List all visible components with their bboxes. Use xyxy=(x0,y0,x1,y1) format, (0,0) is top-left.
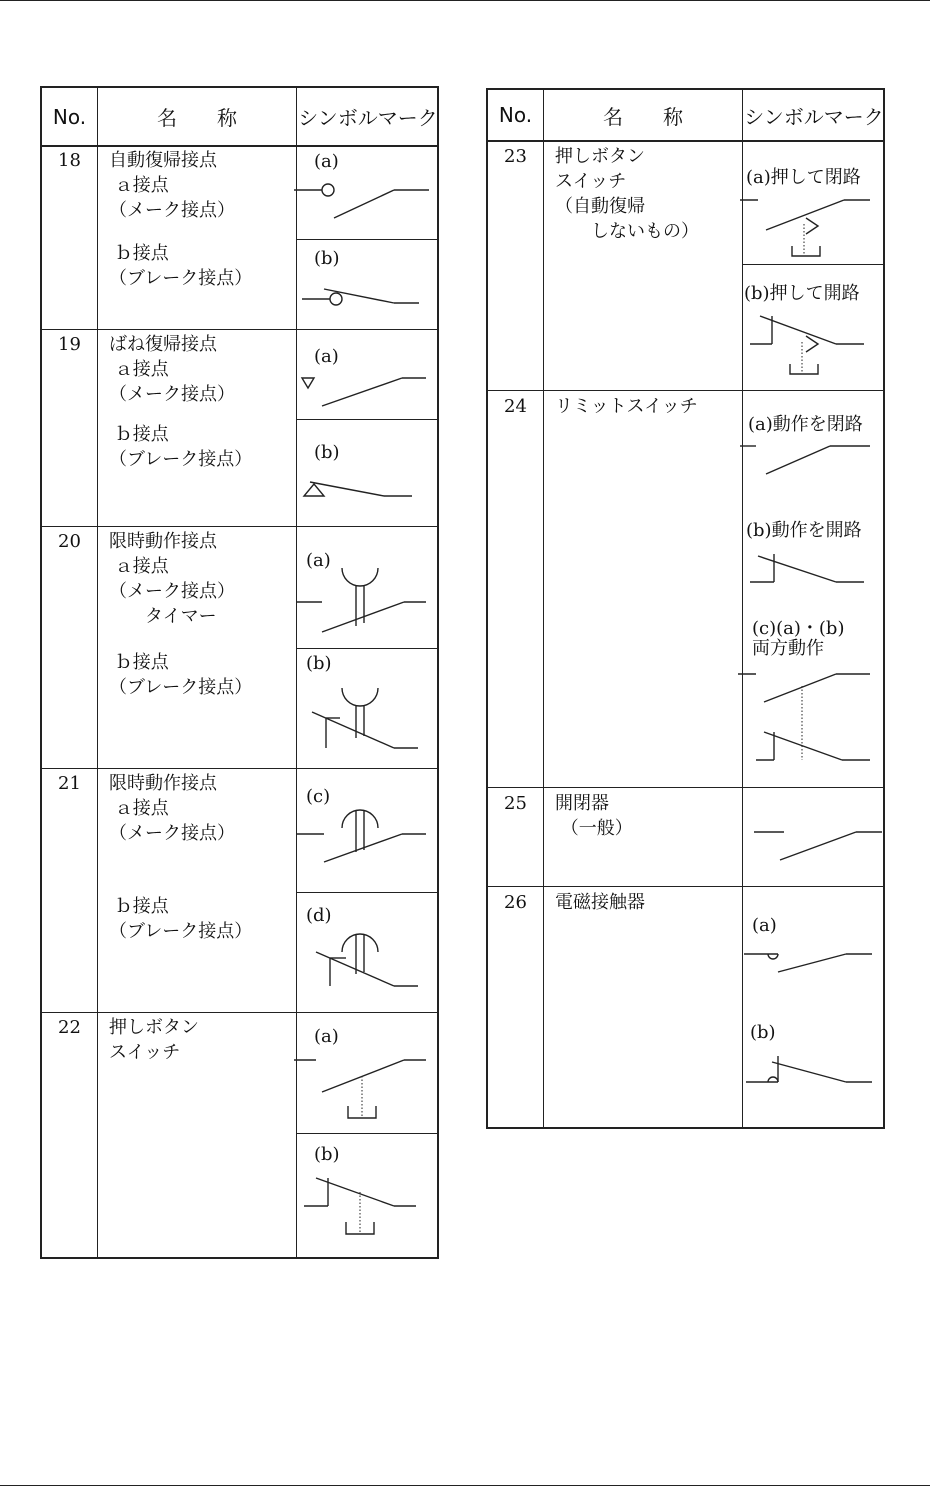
row-number: 22 xyxy=(58,1017,81,1038)
sym-divider xyxy=(296,419,437,420)
pushbutton-latch-make-symbol xyxy=(740,194,885,262)
time-delay-break-d-symbol xyxy=(294,928,439,993)
name-line: ａ接点 xyxy=(114,359,169,380)
row-name-b xyxy=(109,650,252,700)
header-name: 名 称 xyxy=(603,104,683,129)
name-line: （自動復帰 xyxy=(555,196,645,217)
symbol-label: (a) xyxy=(752,915,777,936)
row-divider xyxy=(488,390,883,391)
left-symbol-table xyxy=(40,86,439,1259)
name-line: スイッチ xyxy=(555,171,627,192)
row-name xyxy=(555,394,698,419)
sym-divider xyxy=(296,892,437,893)
symbol-label: (b) xyxy=(314,1144,340,1165)
name-line: ｂ接点 xyxy=(114,243,169,264)
symbol-label: (a) xyxy=(314,346,339,367)
limit-switch-both-symbol xyxy=(738,668,885,766)
header-no: No. xyxy=(52,104,87,129)
row-number: 23 xyxy=(504,146,527,167)
name-line: ｂ接点 xyxy=(114,652,169,673)
name-line: ｂ接点 xyxy=(114,896,169,917)
time-delay-make-c-symbol xyxy=(294,800,439,870)
header-divider xyxy=(488,140,883,142)
name-line: 電磁接触器 xyxy=(555,892,645,913)
pushbutton-break-symbol xyxy=(294,1174,439,1244)
header-name: 名 称 xyxy=(157,106,237,130)
sym-divider xyxy=(296,648,437,649)
header-divider xyxy=(42,145,437,147)
time-delay-break-symbol xyxy=(294,684,439,756)
row-number: 26 xyxy=(504,892,527,913)
name-line: ばね復帰接点 xyxy=(109,334,217,355)
pushbutton-make-symbol xyxy=(294,1052,439,1127)
symbol-label: (b) xyxy=(306,653,332,674)
header-symbol: シンボルマーク xyxy=(744,104,884,129)
col-divider xyxy=(97,88,98,1257)
symbol-label: (a) xyxy=(314,151,339,172)
symbol-label: (a)押して閉路 xyxy=(746,167,861,188)
symbol-label: (b) xyxy=(314,248,340,269)
row-name xyxy=(555,791,633,841)
name-line: しないもの） xyxy=(591,221,699,242)
row-name-b xyxy=(109,241,252,291)
name-line: （一般） xyxy=(560,818,633,839)
pushbutton-latch-break-symbol xyxy=(740,312,885,378)
name-line: 押しボタン xyxy=(555,146,645,167)
symbol-label: (a) xyxy=(306,550,331,571)
symbol-label: (a) xyxy=(314,1026,339,1047)
name-line: （メーク接点） xyxy=(109,384,235,405)
row-name xyxy=(109,1015,199,1065)
name-line: 押しボタン xyxy=(109,1017,199,1038)
row-number: 18 xyxy=(58,150,81,171)
header-symbol: シンボルマーク xyxy=(298,106,438,130)
spring-return-break-symbol xyxy=(298,476,438,508)
row-divider xyxy=(42,526,437,527)
row-number: 25 xyxy=(504,793,527,814)
sym-divider xyxy=(742,264,883,265)
name-line: （ブレーク接点） xyxy=(109,921,253,942)
name-line: 限時動作接点 xyxy=(109,773,217,794)
name-line: （ブレーク接点） xyxy=(109,268,253,289)
contactor-break-symbol xyxy=(742,1052,884,1088)
row-name-b xyxy=(109,894,252,944)
symbol-label: (b)動作を開路 xyxy=(746,520,862,541)
right-symbol-table xyxy=(486,88,885,1129)
col-divider xyxy=(543,90,544,1127)
row-name xyxy=(109,771,235,846)
row-name-b xyxy=(109,422,252,472)
row-number: 20 xyxy=(58,531,81,552)
row-name xyxy=(555,890,645,915)
top-rule xyxy=(0,0,930,1)
name-line: ａ接点 xyxy=(114,798,169,819)
row-divider xyxy=(42,329,437,330)
name-line: 自動復帰接点 xyxy=(109,150,217,171)
time-delay-make-symbol xyxy=(294,560,439,640)
auto-return-make-symbol xyxy=(294,178,439,228)
name-line: （ブレーク接点） xyxy=(109,677,253,698)
row-number: 21 xyxy=(58,773,81,794)
row-name xyxy=(109,529,235,629)
symbol-label: (c) xyxy=(306,786,331,807)
row-name xyxy=(109,148,235,223)
row-number: 19 xyxy=(58,334,81,355)
name-line: 開閉器 xyxy=(555,793,609,814)
symbol-label: (d) xyxy=(306,905,332,926)
contactor-make-symbol xyxy=(742,942,884,982)
name-line: （メーク接点） xyxy=(109,823,235,844)
row-name xyxy=(555,144,699,244)
spring-return-make-symbol xyxy=(298,370,438,410)
symbol-label: (a)動作を閉路 xyxy=(748,414,863,435)
name-line: ｂ接点 xyxy=(114,424,169,445)
symbol-label: (b)押して開路 xyxy=(744,283,860,304)
switch-general-symbol xyxy=(744,824,884,864)
sym-divider xyxy=(296,1133,437,1134)
row-divider xyxy=(42,768,437,769)
row-number: 24 xyxy=(504,396,527,417)
symbol-label: 両方動作 xyxy=(752,638,824,659)
name-line: ａ接点 xyxy=(114,175,169,196)
name-line: （ブレーク接点） xyxy=(109,449,253,470)
name-line: （メーク接点） xyxy=(109,581,235,602)
name-line: ａ接点 xyxy=(114,556,169,577)
name-line: 限時動作接点 xyxy=(109,531,217,552)
auto-return-break-symbol xyxy=(294,283,439,313)
name-line: スイッチ xyxy=(109,1042,181,1063)
name-line: タイマー xyxy=(145,606,217,627)
sym-divider xyxy=(296,239,437,240)
header-no: No. xyxy=(498,103,533,127)
row-divider xyxy=(488,886,883,887)
symbol-label: (b) xyxy=(314,442,340,463)
limit-switch-break-symbol xyxy=(740,548,885,588)
limit-switch-make-symbol xyxy=(740,440,885,480)
symbol-label: (b) xyxy=(750,1022,776,1043)
row-divider xyxy=(488,787,883,788)
row-divider xyxy=(42,1012,437,1013)
name-line: （メーク接点） xyxy=(109,200,235,221)
row-name xyxy=(109,332,235,407)
name-line: リミットスイッチ xyxy=(555,396,698,417)
symbol-label: (c)(a)・(b) xyxy=(752,618,845,639)
